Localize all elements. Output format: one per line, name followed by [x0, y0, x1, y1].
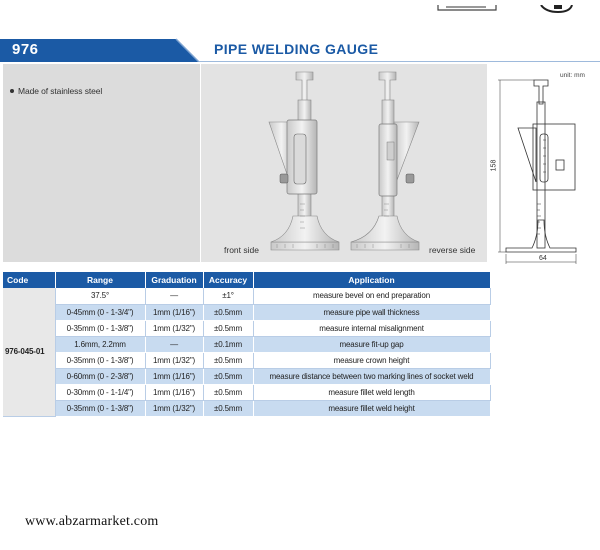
product-header: [0, 38, 600, 62]
gauge-illustration: [201, 64, 487, 262]
cell-range: 0-60mm (0 - 2-3/8"): [55, 368, 145, 384]
product-code: 976-045-01: [3, 288, 55, 416]
column-header-application: Application: [253, 272, 490, 288]
cell-accuracy: ±0.5mm: [203, 352, 253, 368]
reverse-side-label: reverse side: [429, 245, 476, 255]
column-header-graduation: Graduation: [145, 272, 203, 288]
table-row: [3, 352, 490, 368]
cell-accuracy: ±0.5mm: [203, 400, 253, 416]
cell-application: measure distance between two marking lines of socket weld: [253, 368, 490, 384]
cell-accuracy: ±0.5mm: [203, 304, 253, 320]
cell-graduation: 1mm (1/16"): [145, 304, 203, 320]
width-dimension: 64: [539, 255, 547, 262]
cell-graduation: 1mm (1/32"): [145, 320, 203, 336]
cell-application: measure crown height: [253, 352, 490, 368]
cell-application: measure bevel on end preparation: [253, 288, 490, 304]
cell-range: 0-30mm (0 - 1-1/4"): [55, 384, 145, 400]
cell-range: 0-45mm (0 - 1-3/4"): [55, 304, 145, 320]
table-header-row: [3, 272, 490, 288]
spec-table: [3, 272, 491, 417]
feature-item: [10, 86, 102, 96]
cell-application: measure pipe wall thickness: [253, 304, 490, 320]
cell-range: 0-35mm (0 - 1-3/8"): [55, 320, 145, 336]
table-row: [3, 320, 490, 336]
cell-range: 1.6mm, 2.2mm: [55, 336, 145, 352]
cell-application: measure fillet weld height: [253, 400, 490, 416]
cell-application: measure fit-up gap: [253, 336, 490, 352]
website-url: www.abzarmarket.com: [25, 514, 159, 529]
table-row: [3, 384, 490, 400]
product-title: PIPE WELDING GAUGE: [214, 41, 379, 57]
technical-drawing: [488, 64, 600, 270]
cell-application: measure internal misalignment: [253, 320, 490, 336]
cell-range: 37.5°: [55, 288, 145, 304]
bullet-icon: [10, 89, 14, 93]
brand-logo-fragment: [436, 0, 576, 8]
cell-accuracy: ±0.5mm: [203, 384, 253, 400]
cell-graduation: 1mm (1/32"): [145, 400, 203, 416]
cell-accuracy: ±0.1mm: [203, 336, 253, 352]
cell-graduation: —: [145, 288, 203, 304]
front-side-label: front side: [224, 245, 259, 255]
features-panel: [3, 64, 200, 262]
cell-graduation: 1mm (1/16"): [145, 368, 203, 384]
product-photo: [201, 64, 487, 262]
table-row: [3, 368, 490, 384]
cell-accuracy: ±1°: [203, 288, 253, 304]
unit-label: unit: mm: [560, 72, 585, 79]
front-side-gauge: [269, 72, 339, 250]
model-number: 976: [12, 41, 39, 58]
table-row: [3, 400, 490, 416]
cell-range: 0-35mm (0 - 1-3/8"): [55, 400, 145, 416]
column-header-code: Code: [3, 272, 55, 288]
cell-graduation: 1mm (1/16"): [145, 384, 203, 400]
table-row: [3, 288, 490, 304]
feature-text: Made of stainless steel: [18, 86, 103, 96]
cell-application: measure fillet weld length: [253, 384, 490, 400]
column-header-accuracy: Accuracy: [203, 272, 253, 288]
cell-graduation: —: [145, 336, 203, 352]
table-row: [3, 304, 490, 320]
reverse-side-gauge: [351, 72, 419, 250]
cell-accuracy: ±0.5mm: [203, 368, 253, 384]
cell-accuracy: ±0.5mm: [203, 320, 253, 336]
cell-range: 0-35mm (0 - 1-3/8"): [55, 352, 145, 368]
table-row: [3, 336, 490, 352]
column-header-range: Range: [55, 272, 145, 288]
height-dimension: 158: [490, 159, 498, 172]
cell-graduation: 1mm (1/32"): [145, 352, 203, 368]
dimension-drawing: [488, 64, 600, 270]
